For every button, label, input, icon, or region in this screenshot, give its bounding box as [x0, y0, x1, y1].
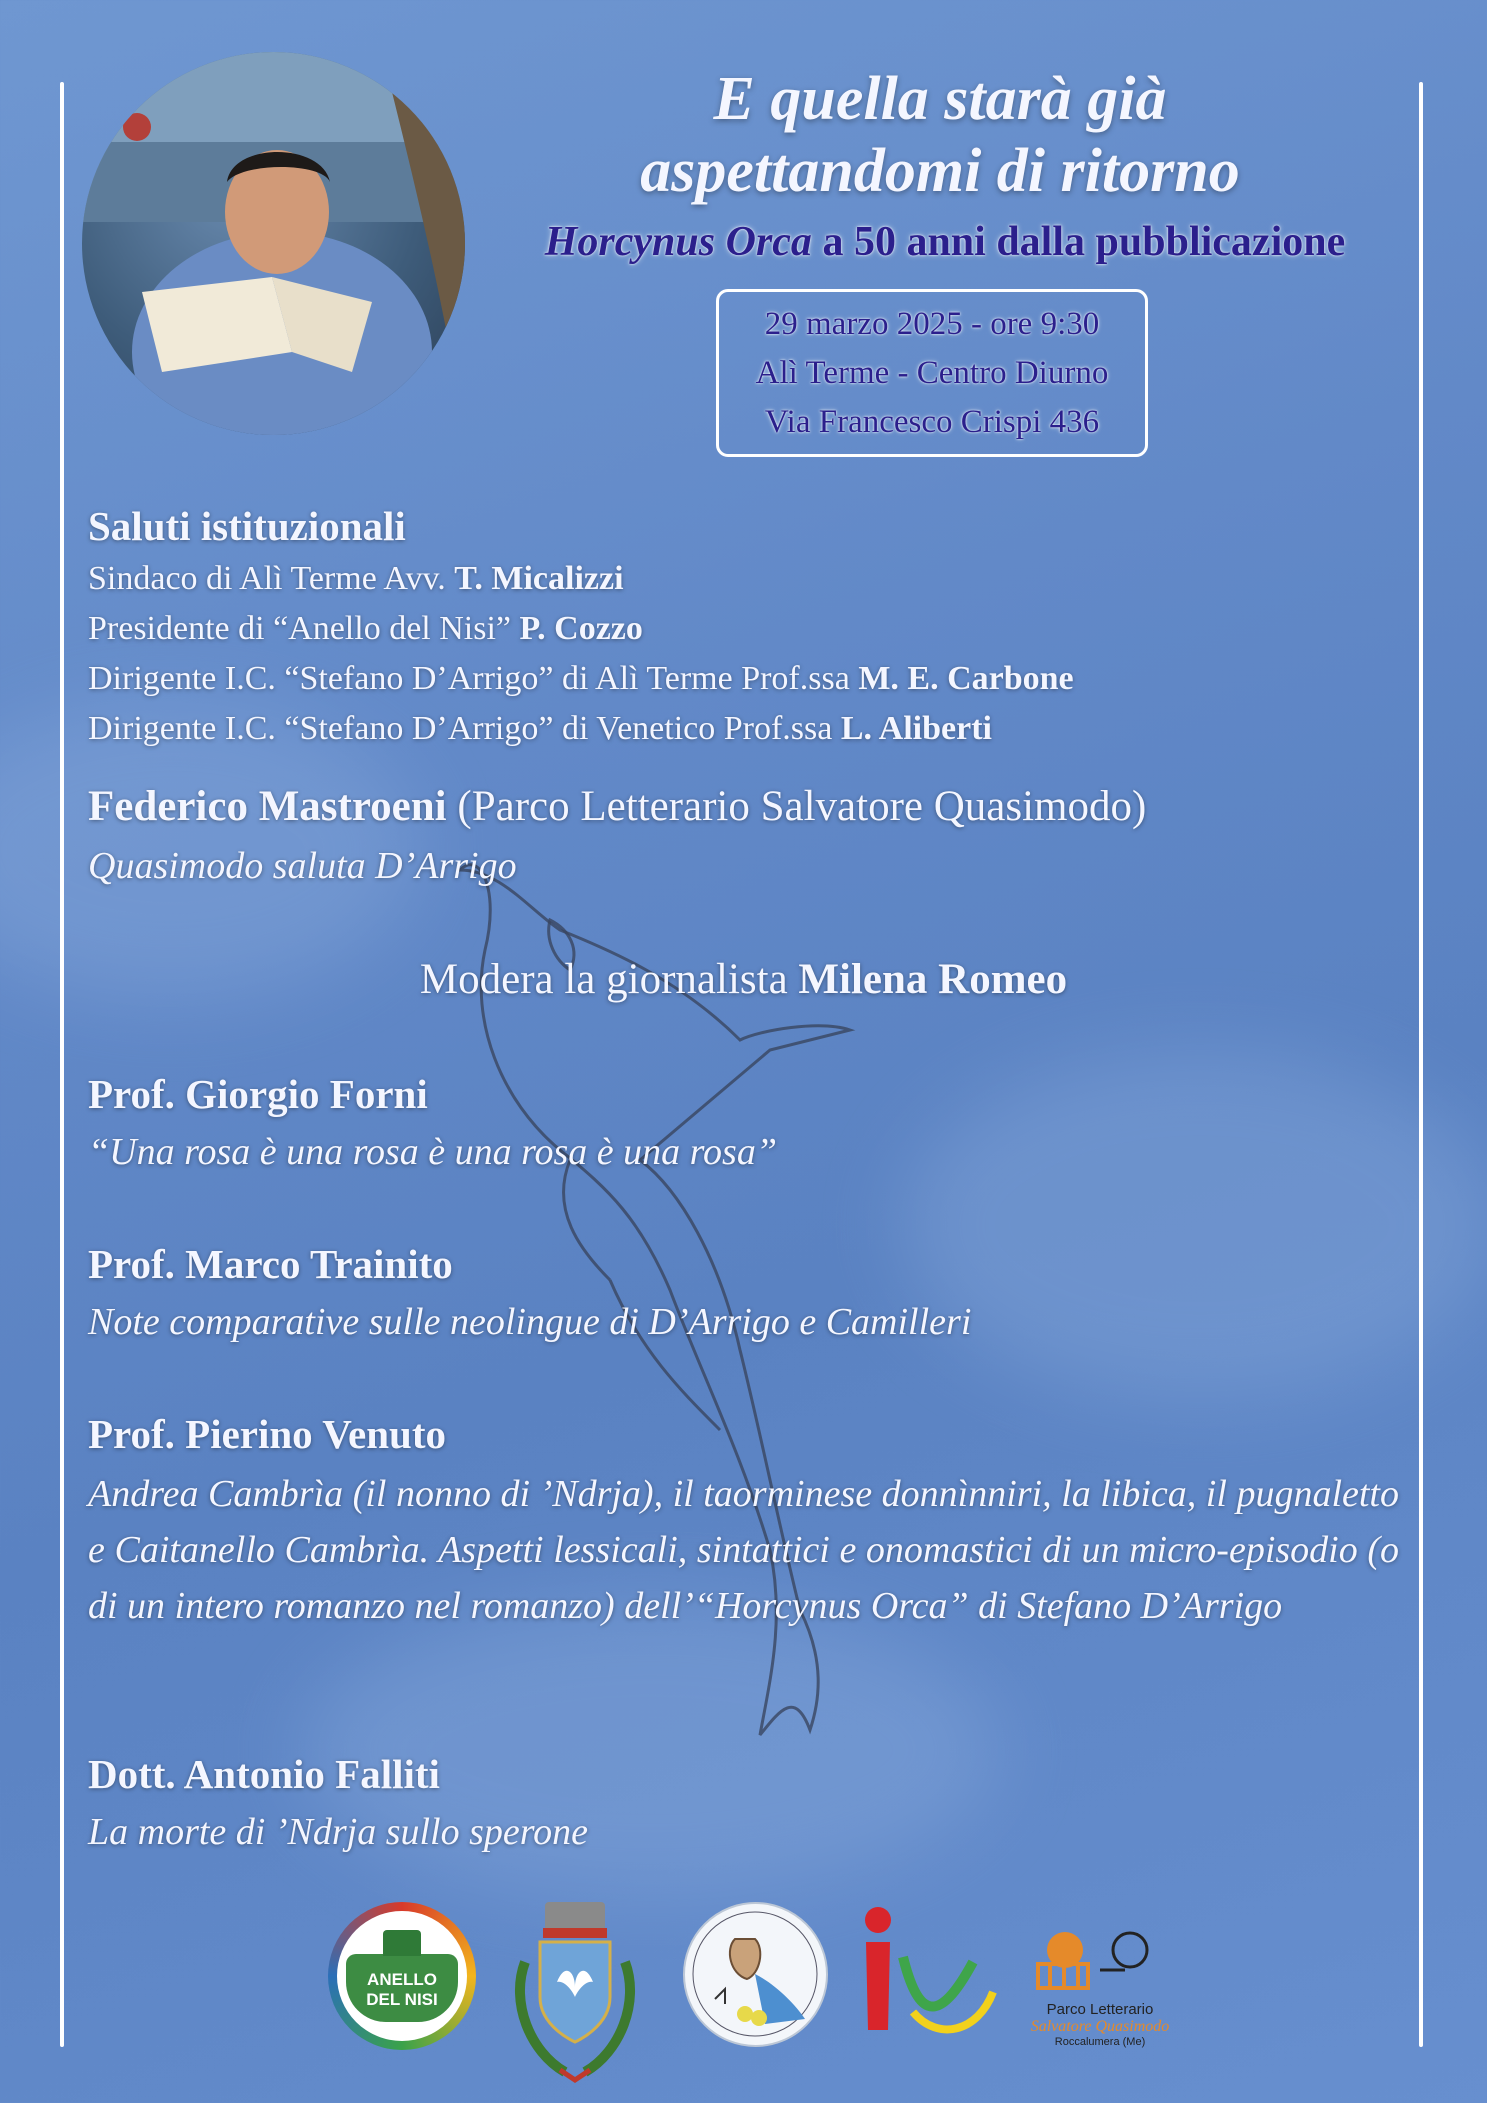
book-title: Horcynus Orca [544, 219, 812, 265]
right-border-line [1419, 82, 1423, 2047]
mastroeni-talk: Quasimodo saluta D’Arrigo [88, 845, 517, 887]
saluti-person: T. Micalizzi [454, 560, 624, 597]
moderator-name: Milena Romeo [798, 956, 1068, 1003]
speaker-talk: “Una rosa è una rosa è una rosa è una rosa” [88, 1131, 777, 1173]
parco-logo-line3: Roccalumera (Me) [1054, 2036, 1146, 2048]
stefano-darrigo-institute-logo [848, 1902, 998, 2047]
author-portrait-photo [82, 52, 465, 435]
saluti-line [88, 610, 1399, 648]
mastroeni-speaker [88, 782, 1399, 831]
logo-text: DEL NISI [366, 1990, 438, 2009]
event-date: 29 marzo 2025 - ore 9:30 [764, 306, 1100, 342]
event-subtitle [480, 218, 1410, 266]
logo-text: ANELLO [367, 1970, 437, 1989]
speaker-name: Prof. Giorgio Forni [88, 1071, 428, 1117]
anello-del-nisi-logo [328, 1902, 476, 2050]
municipal-coat-of-arms-logo [505, 1902, 645, 2087]
speaker-name: Dott. Antonio Falliti [88, 1751, 440, 1797]
saluti-role: Presidente di “Anello del Nisi” [88, 610, 520, 647]
speaker-talk: La morte di ’Ndrja sullo sperone [88, 1811, 588, 1853]
speaker-talk: Note comparative sulle neolingue di D’Arrigo e Camilleri [88, 1301, 972, 1343]
event-info-box [716, 289, 1148, 457]
parco-letterario-quasimodo-logo [1030, 1930, 1170, 2080]
speaker-name: Federico Mastroeni [88, 783, 447, 830]
parco-logo-line1: Parco Letterario [1046, 2001, 1154, 2018]
event-title-line2: aspettandomi di ritorno [640, 137, 1240, 205]
moderator-label: Modera la giornalista [419, 956, 799, 1003]
saluti-person: L. Aliberti [840, 710, 992, 747]
saluti-line [88, 560, 1399, 598]
moderator-line [88, 955, 1399, 1004]
saluti-heading: Saluti istituzionali [88, 503, 406, 549]
school-institute-logo [683, 1902, 828, 2047]
saluti-role: Dirigente I.C. “Stefano D’Arrigo” di Alì Terme Prof.ssa [88, 660, 859, 697]
event-address: Via Francesco Crispi 436 [764, 404, 1100, 440]
speaker-affiliation: (Parco Letterario Salvatore Quasimodo) [446, 783, 1147, 830]
saluti-line [88, 660, 1399, 698]
saluti-line [88, 710, 1399, 748]
saluti-person: P. Cozzo [519, 610, 643, 647]
speaker-name: Prof. Pierino Venuto [88, 1411, 446, 1457]
speaker-talk: Andrea Cambrìa (il nonno di ’Ndrja), il taorminese donnìnniri, la libica, il pugnaletto e Caitanello Cambrìa. Aspetti lessicali, sintattici e onomastici di un micro-episodio (o di un intero romanzo nel romanzo) dell’“Horcynus Orca” di Stefano D’Arrigo [88, 1473, 1399, 1627]
saluti-role: Dirigente I.C. “Stefano D’Arrigo” di Venetico Prof.ssa [88, 710, 841, 747]
saluti-role: Sindaco di Alì Terme Avv. [88, 560, 455, 597]
saluti-person: M. E. Carbone [858, 660, 1074, 697]
subtitle-rest: a 50 anni dalla pubblicazione [811, 219, 1346, 265]
event-title-line1: E quella starà già [713, 65, 1167, 133]
left-border-line [60, 82, 64, 2047]
event-place: Alì Terme - Centro Diurno [755, 355, 1109, 391]
parco-logo-line2: Salvatore Quasimodo [1030, 2018, 1170, 2035]
speaker-name: Prof. Marco Trainito [88, 1241, 453, 1287]
